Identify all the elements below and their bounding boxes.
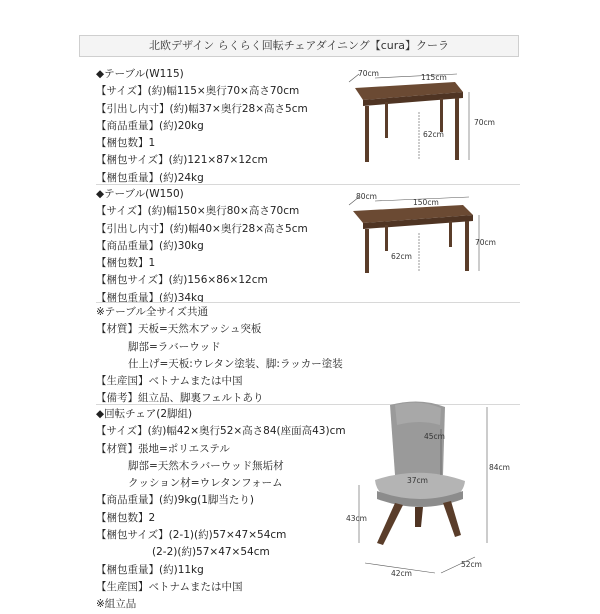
spec-line: 【材質】天板=天然木アッシュ突板 [96, 323, 262, 336]
table-w115-spec [96, 66, 308, 187]
spec-line: (2-2)(約)57×47×54cm [152, 546, 270, 559]
table-w150-heading: ◆テーブル(W150) [96, 188, 184, 200]
w115-width-label: 115cm [421, 73, 447, 82]
section-divider [96, 184, 520, 185]
chair-heading: ◆回転チェア(2脚組) [96, 408, 193, 420]
spec-line: 仕上げ=天板:ウレタン塗装、脚:ラッカー塗装 [128, 357, 343, 370]
w150-width-label: 150cm [413, 198, 439, 207]
spec-line: 【材質】張地=ポリエステル [96, 442, 230, 455]
spec-line: 【梱包重量】(約)24kg [96, 171, 204, 184]
spec-line: 【梱包数】2 [96, 511, 156, 524]
spec-line: 【梱包重量】(約)34kg [96, 291, 204, 304]
w150-depth-label: 80cm [356, 192, 377, 201]
spec-line: 【梱包数】1 [96, 137, 156, 150]
spec-line: ※組立品 [96, 598, 137, 611]
spec-line: クッション材=ウレタンフォーム [128, 477, 283, 490]
chair-seat-height-label: 43cm [346, 514, 367, 523]
section-divider [96, 302, 520, 303]
common-spec [96, 304, 343, 408]
spec-line: 【サイズ】(約)幅115×奥行70×高さ70cm [96, 85, 300, 98]
spec-line: 脚部=天然木ラバーウッド無垢材 [128, 459, 284, 472]
spec-line: 【梱包重量】(約)11kg [96, 563, 204, 576]
common-heading: ※テーブル全サイズ共通 [96, 306, 209, 318]
table-w150-illustration [345, 195, 485, 295]
spec-line: 【商品重量】(約)30kg [96, 239, 204, 252]
page-title: 北欧デザイン らくらく回転チェアダイニング【cura】クーラ [79, 35, 519, 57]
w115-height-label: 70cm [474, 118, 495, 127]
spec-line: 【商品重量】(約)20kg [96, 119, 204, 132]
spec-line: 【生産国】ベトナムまたは中国 [96, 375, 243, 388]
spec-line: 【生産国】ベトナムまたは中国 [96, 580, 243, 593]
w115-depth-label: 70cm [358, 69, 379, 78]
spec-line: 【サイズ】(約)幅150×奥行80×高さ70cm [96, 205, 300, 218]
w115-inner-label: 62cm [423, 130, 444, 139]
chair-width-label: 42cm [391, 569, 412, 578]
chair-height-label: 84cm [489, 463, 510, 472]
spec-line: 【梱包サイズ】(約)156×86×12cm [96, 274, 268, 287]
spec-line: 【引出し内寸】(約)幅37×奥行28×高さ5cm [96, 102, 308, 115]
spec-line: 【備考】組立品、脚裏フェルトあり [96, 392, 264, 405]
w150-height-label: 70cm [475, 238, 496, 247]
chair-depth-label: 52cm [461, 560, 482, 569]
spec-line: 脚部=ラバーウッド [128, 340, 221, 353]
spec-line: 【梱包サイズ】(2-1)(約)57×47×54cm [96, 529, 287, 542]
spec-line: 【商品重量】(約)9kg(1脚当たり) [96, 494, 254, 507]
spec-line: 【引出し内寸】(約)幅40×奥行28×高さ5cm [96, 222, 308, 235]
table-w115-illustration [345, 70, 475, 180]
table-w150-spec [96, 186, 308, 307]
chair-illustration [345, 395, 505, 585]
spec-line: 【梱包数】1 [96, 257, 156, 270]
w150-inner-label: 62cm [391, 252, 412, 261]
spec-line: 【梱包サイズ】(約)121×87×12cm [96, 154, 268, 167]
spec-line: 【サイズ】(約)幅42×奥行52×高さ84(座面高43)cm [96, 425, 346, 438]
chair-seat-label: 37cm [407, 476, 428, 485]
table-w115-heading: ◆テーブル(W115) [96, 68, 184, 80]
chair-back-label: 45cm [424, 432, 445, 441]
chair-spec [96, 406, 346, 614]
